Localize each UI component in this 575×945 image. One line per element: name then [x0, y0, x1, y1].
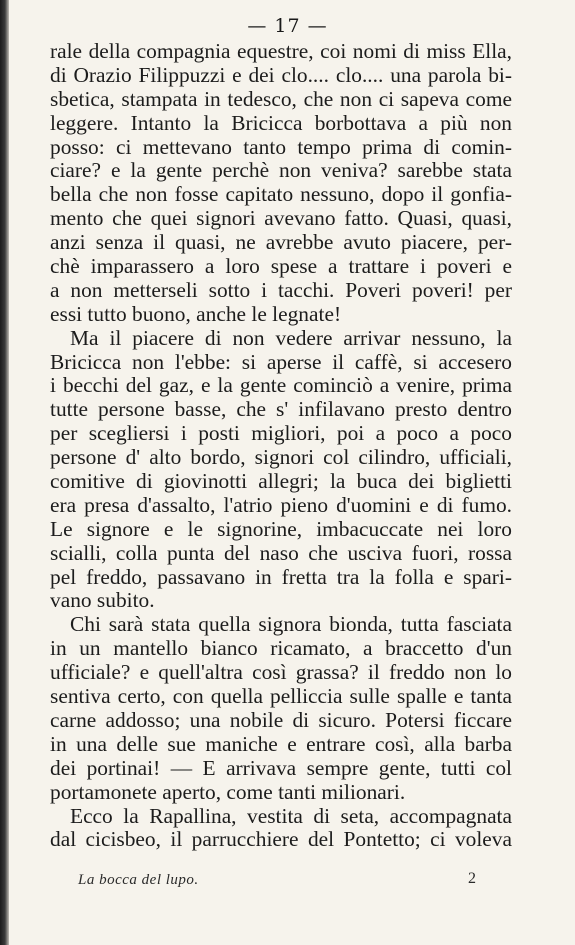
text-line: persone d' alto bordo, signori col cilindro, ufficiali, [50, 445, 512, 470]
text-line: sbetica, stampata in tedesco, che non ci sapeva come [50, 86, 512, 111]
binding-edge [0, 0, 9, 945]
page-number: — 17 — [247, 15, 328, 37]
text-line: ciare? e la gente perchè non veniva? sarebbe stata [50, 158, 512, 183]
text-line: era presa d'assalto, l'atrio pieno d'uomini e di fumo. [50, 492, 512, 517]
text-line: per scegliersi i posti migliori, poi a poco a poco [50, 421, 512, 446]
text-line: Bricicca non l'ebbe: si aperse il caffè, si accesero [50, 349, 512, 374]
text-line: mento che quei signori avevano fatto. Quasi, quasi, [50, 206, 512, 231]
text-line: Ma il piacere di non vedere arrivar nessuno, la [70, 325, 512, 350]
text-line: portamonete aperto, come tanti milionari. [50, 779, 406, 804]
text-line: pel freddo, passavano in fretta tra la folla e spari- [50, 564, 512, 589]
text-line: rale della compagnia equestre, coi nomi di miss Ella, [50, 39, 512, 63]
text-line: Ecco la Rapallina, vestita di seta, accompagnata [70, 803, 512, 828]
text-line: scialli, colla punta del naso che usciva fuori, rossa [50, 540, 512, 565]
text-line: dal cicisbeo, il parrucchiere del Pontetto; ci voleva [50, 827, 512, 852]
text-line: ufficiale? e quell'altra così grassa? il freddo non lo [50, 660, 512, 685]
text-line: dei portinai! — E arrivava sempre gente, tutti col [50, 755, 512, 780]
text-line: in una delle sue maniche e entrare così, alla barba [50, 731, 512, 756]
text-line: posso: ci mettevano tanto tempo prima di comin- [50, 134, 512, 159]
text-line: tutte persone basse, che s' infilavano presto dentro [50, 397, 512, 422]
text-line: comitive di giovinotti allegri; la buca dei biglietti [50, 469, 512, 494]
text-line: leggere. Intanto la Bricicca borbottava a più non [50, 110, 512, 135]
text-line: di Orazio Filippuzzi e dei clo.... clo.... una parola bi- [50, 62, 512, 87]
text-line: i becchi del gaz, e la gente cominciò a venire, prima [50, 373, 512, 398]
sheet-number: 2 [468, 870, 476, 887]
text-line: chè imparassero a loro spese a trattare i poveri e [50, 254, 512, 279]
text-line: essi tutto buono, anche le legnate! [50, 301, 342, 326]
text-line: Chi sarà stata quella signora bionda, tutta fasciata [70, 612, 512, 637]
signature-mark: La bocca del lupo. [78, 872, 199, 888]
text-line: vano subito. [50, 588, 155, 613]
text-line: sentiva certo, con quella pelliccia sulle spalle e tanta [50, 684, 512, 709]
text-line: in un mantello bianco ricamato, a braccetto d'un [50, 636, 512, 661]
text-line: a non metterseli sotto i tacchi. Poveri poveri! per [50, 277, 512, 302]
text-line: carne addosso; una nobile di sicuro. Potersi ficcare [50, 707, 512, 732]
text-line: anzi senza il quasi, ne avrebbe avuto piacere, per- [50, 230, 512, 255]
text-line: Le signore e le signorine, imbacuccate nei loro [50, 516, 512, 541]
body-text [50, 40, 512, 852]
text-line: bella che non fosse capitato nessuno, dopo il gonfia- [50, 182, 512, 207]
